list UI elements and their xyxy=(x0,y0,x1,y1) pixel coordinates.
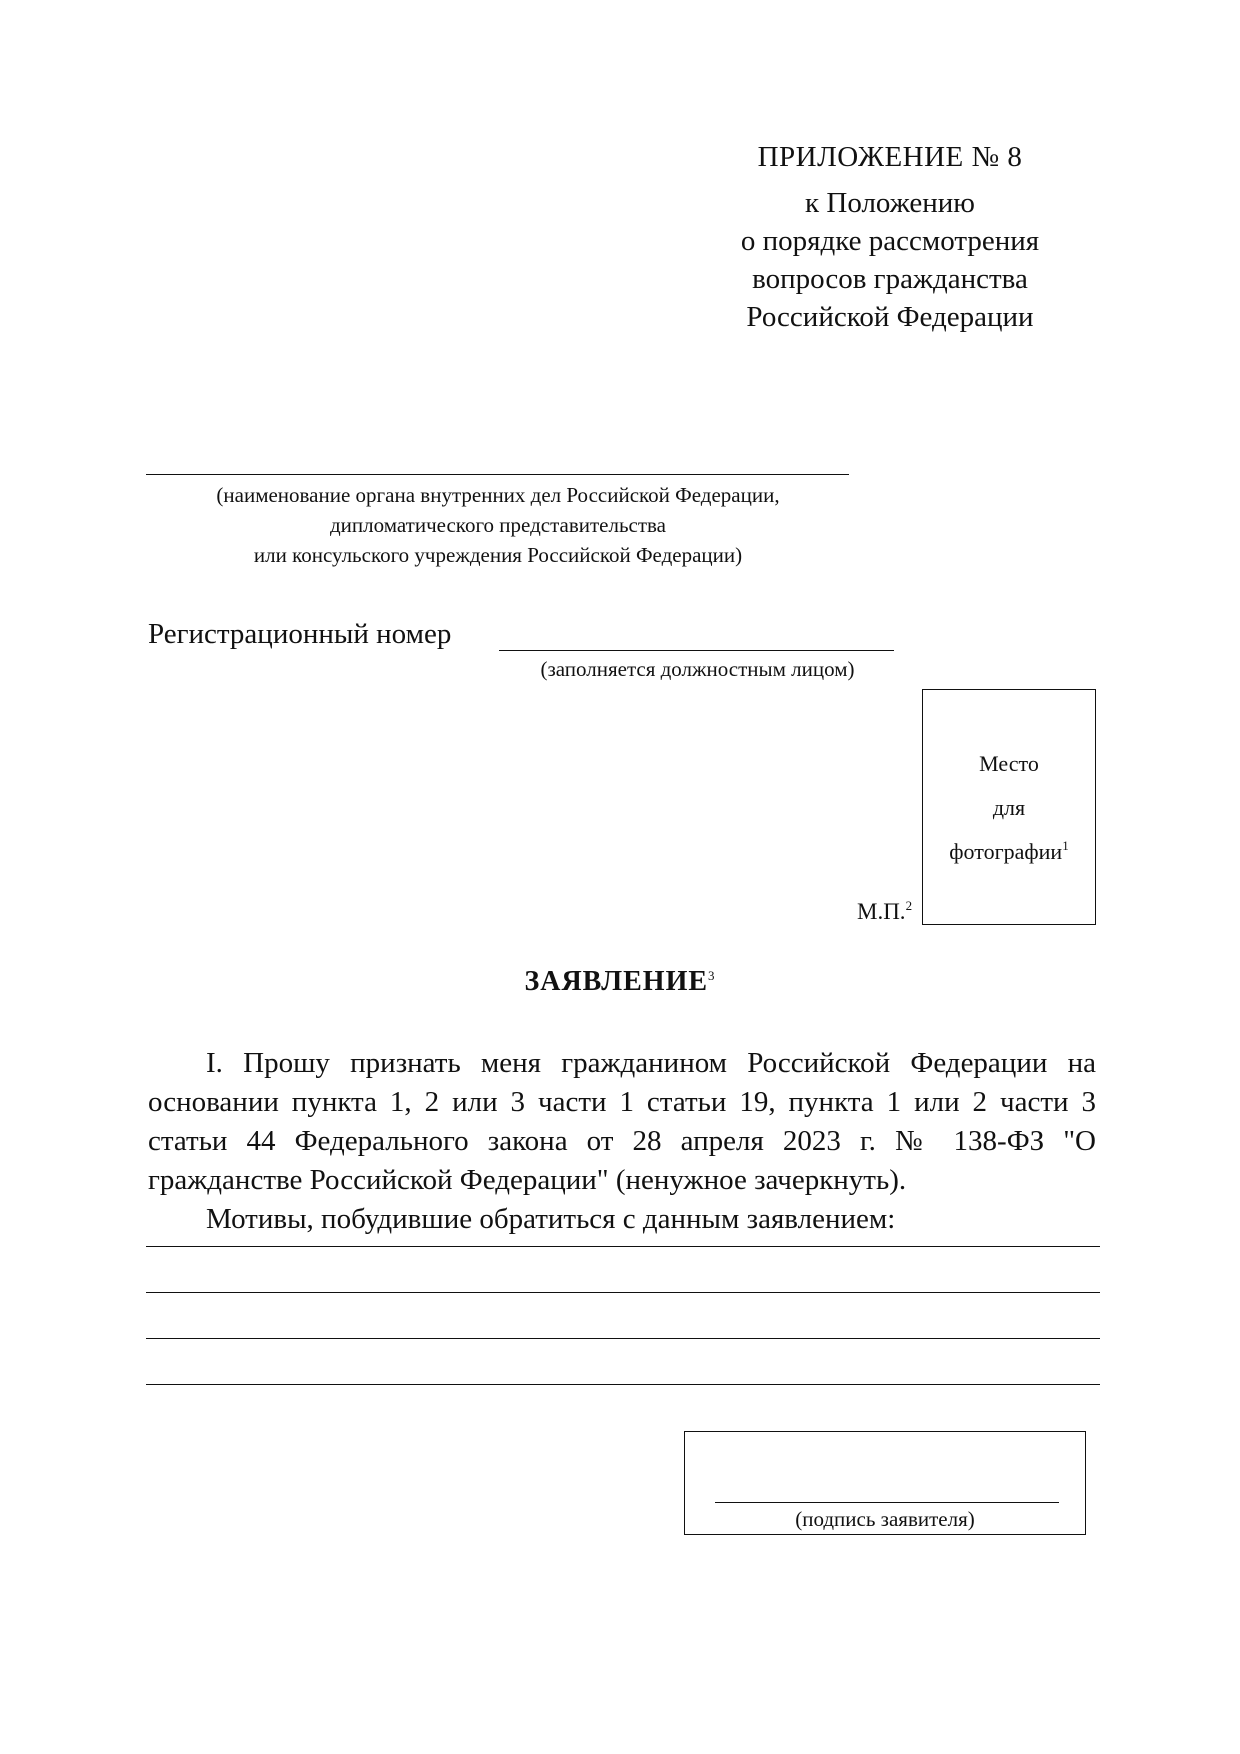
authority-caption-line: дипломатического представительства xyxy=(330,513,666,537)
signature-caption: (подпись заявителя) xyxy=(795,1507,975,1531)
annex-line: Российской Федерации xyxy=(746,301,1034,333)
motives-field-line[interactable] xyxy=(146,1338,1100,1384)
stamp-label-text: М.П. xyxy=(857,899,906,924)
photo-text-line xyxy=(923,830,1095,874)
registration-number-label: Регистрационный номер xyxy=(148,618,452,650)
motives-field-line[interactable] xyxy=(146,1246,1100,1292)
annex-line: к Положению xyxy=(805,187,975,219)
signature-box[interactable] xyxy=(684,1431,1086,1535)
authority-caption-line: (наименование органа внутренних дел Российской Федерации, xyxy=(216,483,780,507)
photo-placeholder[interactable] xyxy=(922,689,1096,925)
photo-text-word: фотографии xyxy=(949,839,1063,864)
footnote-marker: 3 xyxy=(708,968,716,983)
stamp-place-label xyxy=(857,897,912,927)
authority-caption-line: или консульского учреждения Российской Федерации) xyxy=(253,543,743,567)
registration-number-field[interactable] xyxy=(499,650,894,651)
registration-number-caption: (заполняется должностным лицом) xyxy=(540,657,855,681)
authority-caption xyxy=(130,480,866,570)
request-paragraph: I. Прошу признать меня гражданином Российской Федерации на основании пункта 1, 2 или 3 части 1 статьи 19, пункта 1 или 2 части 3 статьи 44 Федерального закона от 28 апреля 2023 г. № 138-ФЗ "О гражданстве Российской Федерации" (ненужное зачеркнуть). xyxy=(148,1047,1096,1196)
annex-title: ПРИЛОЖЕНИЕ № 8 xyxy=(757,141,1023,173)
signature-line xyxy=(715,1502,1059,1503)
photo-text-line: для xyxy=(992,795,1026,820)
footnote-marker: 1 xyxy=(1062,838,1069,853)
photo-text-line: Место xyxy=(979,751,1039,776)
annex-line: о порядке рассмотрения xyxy=(740,225,1040,257)
annex-line: вопросов гражданства xyxy=(752,263,1028,295)
photo-placeholder-text xyxy=(923,742,1095,874)
motives-fields xyxy=(146,1246,1100,1430)
document-title xyxy=(0,964,1240,1000)
footnote-marker: 2 xyxy=(905,898,913,913)
document-title-text: ЗАЯВЛЕНИЕ xyxy=(524,966,709,997)
application-body xyxy=(148,1044,1096,1239)
motives-field-line[interactable] xyxy=(146,1292,1100,1338)
annex-header xyxy=(690,138,1090,336)
motives-field-line[interactable] xyxy=(146,1384,1100,1430)
motives-paragraph: Мотивы, побудившие обратиться с данным заявлением: xyxy=(206,1203,896,1235)
authority-name-field[interactable] xyxy=(146,474,849,475)
